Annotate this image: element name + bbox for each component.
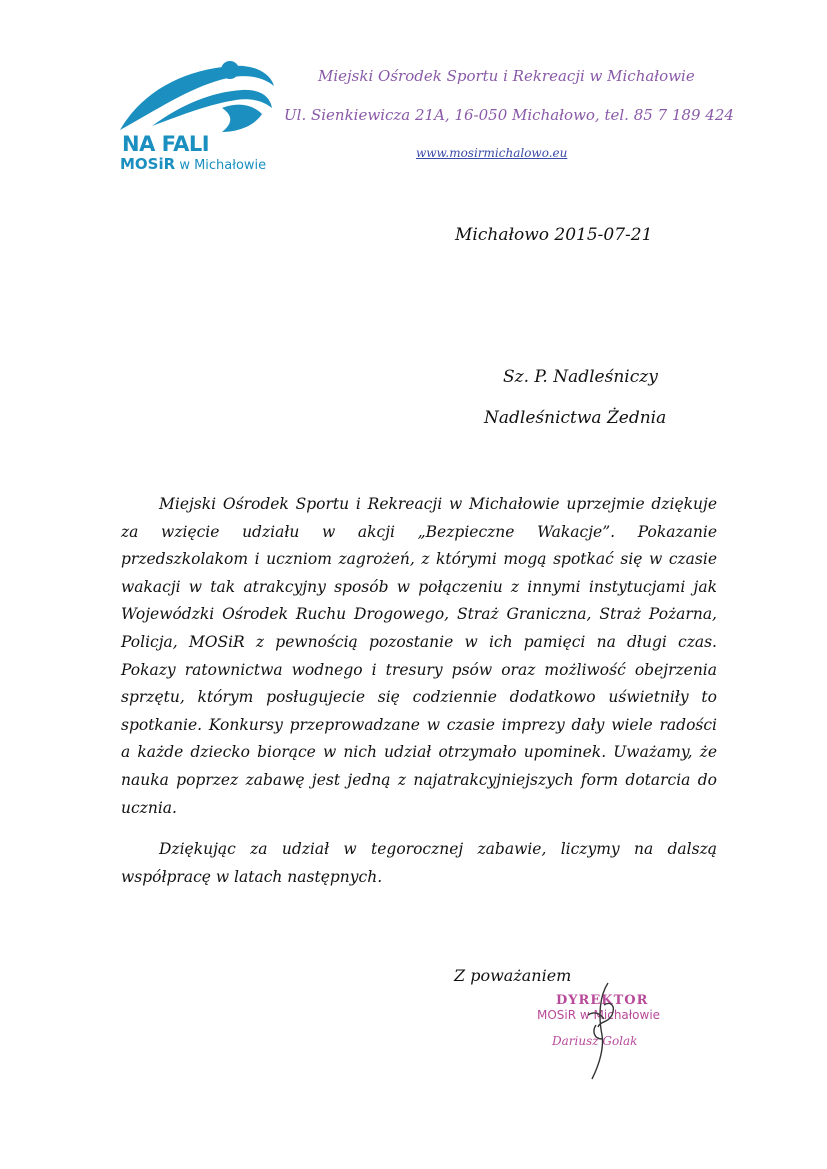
paragraph-line: wakacji w tak atrakcyjny sposób w połączeniu z innymi instytucjami jak: [121, 577, 717, 596]
stamp-institution: MOSiR w Michałowie: [537, 1008, 661, 1022]
header-org-name: Miejski Ośrodek Sportu i Rekreacji w Michałowie: [318, 67, 695, 85]
paragraph-line: Pokazy ratownictwa wodnego i tresury psów oraz możliwość obejrzenia: [121, 660, 717, 679]
letter-date: Michałowo 2015-07-21: [455, 225, 653, 245]
recipient-line-2: Nadleśnictwa Żednia: [484, 408, 667, 428]
paragraph-line: ucznia.: [121, 798, 177, 817]
stamp-title: DYREKTOR: [556, 993, 649, 1008]
recipient-line-1: Sz. P. Nadleśniczy: [503, 367, 658, 387]
paragraph-line: za wzięcie udziału w akcji „Bezpieczne Wakacje”. Pokazanie: [121, 522, 717, 541]
paragraph-1: [121, 491, 717, 822]
paragraph-line: współpracę w latach następnych.: [121, 867, 383, 886]
paragraph-2: [121, 836, 717, 891]
logo-title: NA FALI: [122, 132, 210, 156]
logo-subtitle-rest: w Michałowie: [175, 158, 267, 173]
letter-body: [121, 491, 717, 891]
paragraph-line: spotkanie. Konkursy przeprowadzane w czasie imprezy dały wiele radości: [121, 715, 717, 734]
closing-salutation: Z poważaniem: [454, 966, 572, 985]
header-address: Ul. Sienkiewicza 21A, 16-050 Michałowo, tel. 85 7 189 424: [284, 106, 734, 124]
paragraph-line: nauka poprzez zabawę jest jedną z najatrakcyjniejszych form dotarcia do: [121, 770, 717, 789]
paragraph-line: Miejski Ośrodek Sportu i Rekreacji w Michałowie uprzejmie dziękuje: [159, 495, 717, 513]
paragraph-line: Wojewódzki Ośrodek Ruchu Drogowego, Straż Graniczna, Straż Pożarna,: [121, 605, 717, 624]
paragraph-line: a każde dziecko biorące w nich udział otrzymało upominek. Uważamy, że: [121, 743, 717, 762]
paragraph-line: Policja, MOSiR z pewnością pozostanie w ich pamięci na długi czas.: [121, 632, 717, 651]
stamp-name: Dariusz Golak: [552, 1034, 638, 1048]
logo-subtitle-bold: MOSiR: [120, 155, 176, 173]
signature-icon: [570, 975, 630, 1085]
paragraph-line: sprzętu, którym posługujecie się codziennie dodatkowo uświetniły to: [121, 688, 717, 707]
logo-subtitle: [120, 155, 266, 173]
swimmer-wave-icon: [112, 52, 282, 142]
paragraph-line: przedszkolakom i uczniom zagrożeń, z którymi mogą spotkać się w czasie: [121, 550, 717, 569]
logo: [112, 52, 282, 177]
header-website-link[interactable]: www.mosirmichalowo.eu: [416, 146, 568, 160]
paragraph-line: Dziękując za udział w tegorocznej zabawie, liczymy na dalszą: [159, 840, 717, 859]
